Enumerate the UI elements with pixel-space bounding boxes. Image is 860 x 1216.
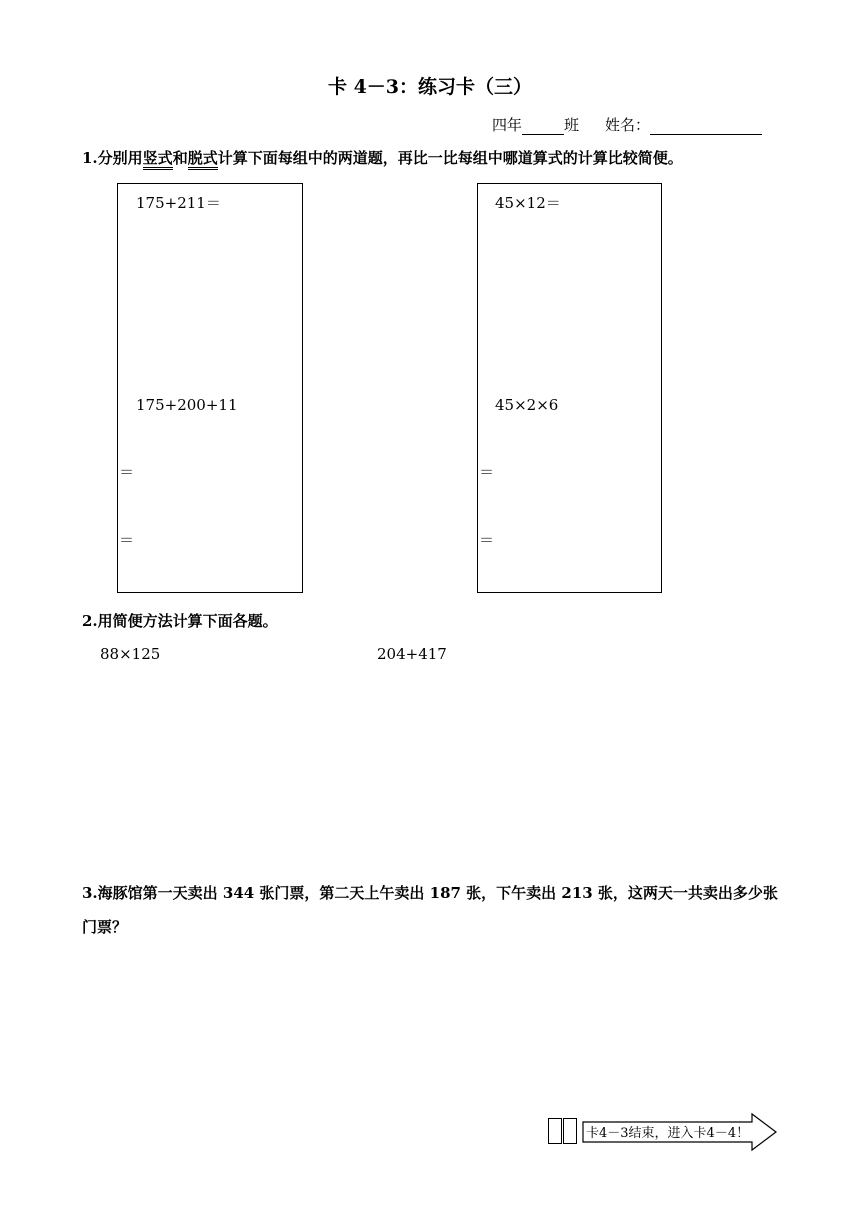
left-equals-1: ＝: [119, 463, 135, 481]
left-equals-2: ＝: [119, 531, 135, 549]
answer-box-left[interactable]: [117, 183, 303, 593]
class-name-line: [492, 114, 762, 135]
q1-underlined-vertical: 竖式: [143, 149, 173, 170]
q1-text-part2: 和: [172, 149, 188, 167]
footer-square-2: [563, 1118, 577, 1144]
class-label: 班: [564, 116, 580, 134]
answer-box-right[interactable]: [477, 183, 662, 593]
arrow-text: 卡4－3结束，进入卡4－4！: [586, 1126, 750, 1141]
q1-underlined-stepwise: 脱式: [188, 149, 218, 170]
page-title: 卡 4－3：练习卡（三）: [327, 76, 533, 98]
right-equals-1: ＝: [479, 463, 495, 481]
right-expr-1: 45×12＝: [495, 194, 561, 212]
class-blank[interactable]: [522, 118, 564, 135]
q1-text-part1: 1.分别用: [82, 149, 143, 167]
q2-expr-2: 204+417: [377, 645, 447, 663]
question-2-text: 2.用简便方法计算下面各题。: [82, 612, 278, 630]
name-label: 姓名：: [605, 116, 651, 134]
question-3-text: 3.海豚馆第一天卖出 344 张门票，第二天上午卖出 187 张，下午卖出 213 张，这两天一共卖出多少张门票？: [82, 884, 778, 936]
name-blank[interactable]: [650, 118, 762, 135]
right-expr-2: 45×2×6: [495, 396, 559, 414]
footer-square-1: [548, 1118, 562, 1144]
left-expr-1: 175+211＝: [136, 194, 221, 212]
question-1-text: [82, 147, 683, 168]
right-equals-2: ＝: [479, 531, 495, 549]
next-card-arrow[interactable]: [580, 1112, 780, 1152]
q1-text-part3: 计算下面每组中的两道题，再比一比每组中哪道算式的计算比较简便。: [217, 149, 683, 167]
q2-expr-1: 88×125: [100, 645, 161, 663]
left-expr-2: 175+200+11: [136, 396, 238, 414]
grade-label: 四年: [492, 116, 523, 134]
